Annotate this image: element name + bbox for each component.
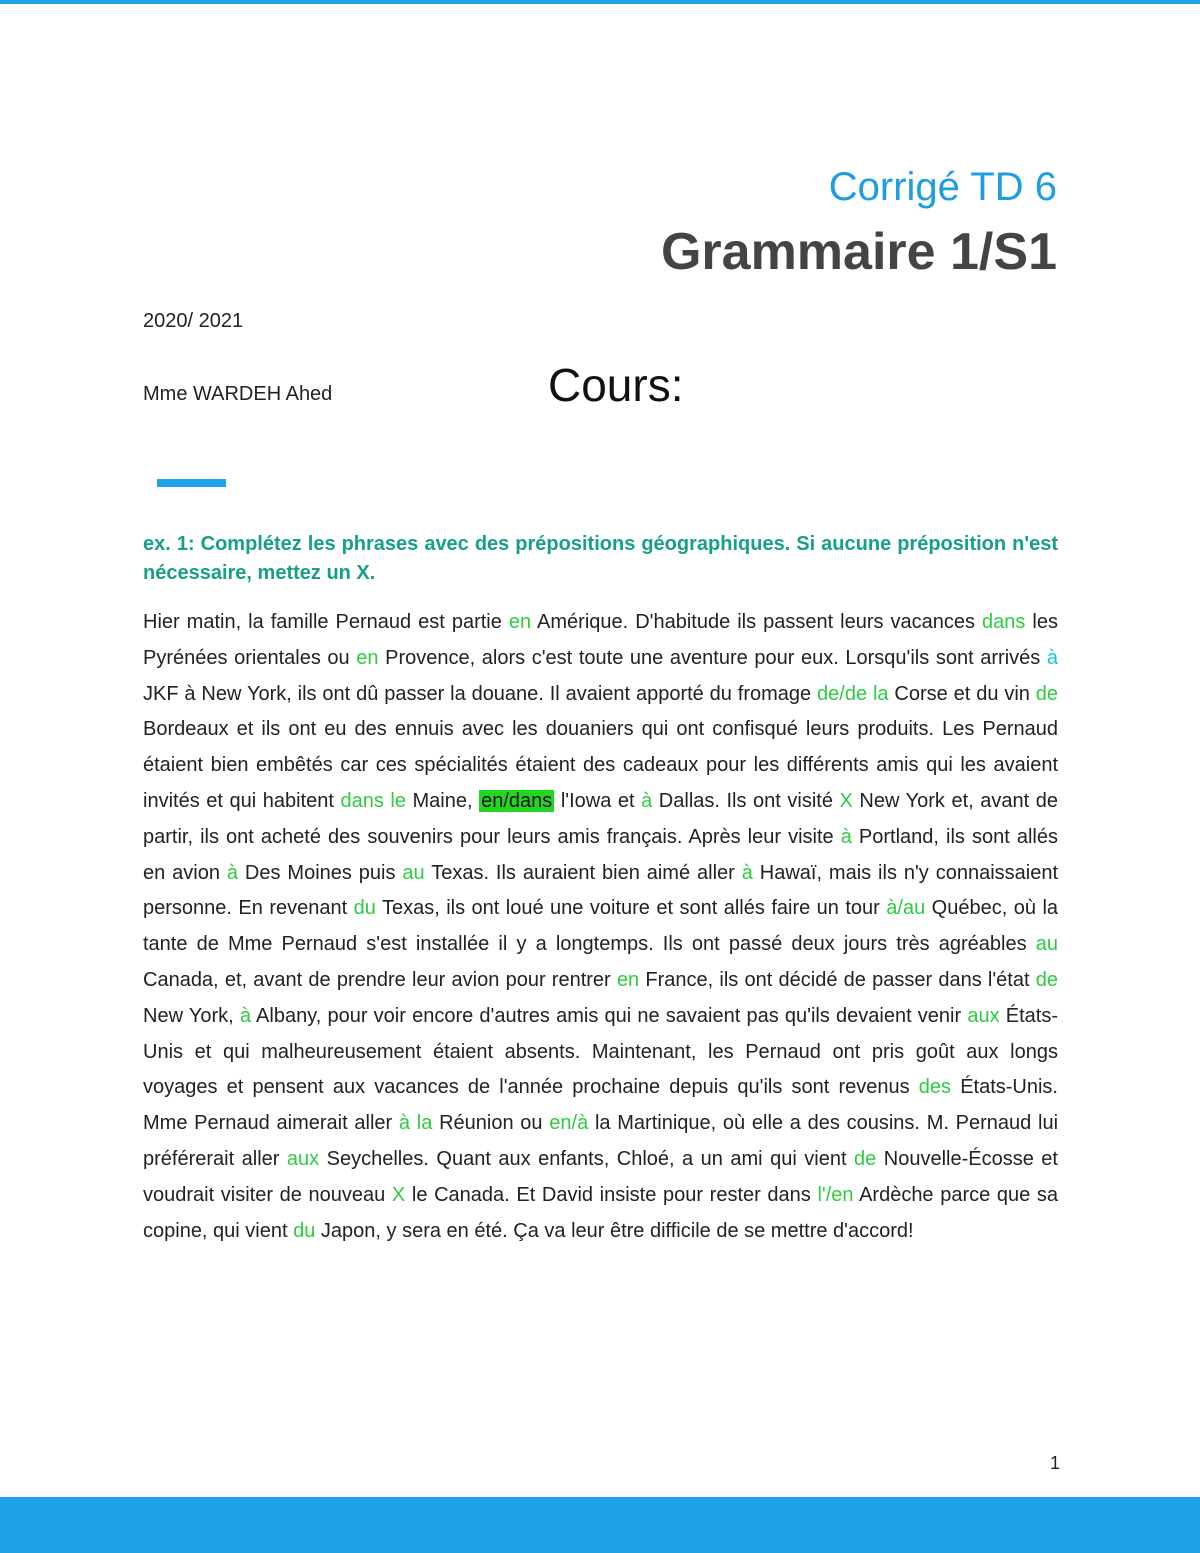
answer: à/au	[886, 897, 926, 920]
text-segment: les Pyrénées orientales ou	[143, 611, 1058, 669]
academic-year: 2020/ 2021	[143, 310, 244, 332]
text-segment: Amérique. D'habitude ils passent leurs vacances	[531, 611, 983, 633]
text-segment: New York et, avant de partir, ils ont acheté des souvenirs pour leurs amis français. Après leur visite	[143, 789, 1058, 848]
answer: à	[741, 861, 753, 884]
text-segment: États-Unis et qui malheureusement étaient absents. Maintenant, les Pernaud ont pris goût aux longs voyages et pensent aux vacances de l'année prochaine depuis qu'ils sont revenus	[143, 1004, 1059, 1099]
answer: de/de la	[817, 682, 889, 705]
text-segment: Canada, et, avant de prendre leur avion pour rentrer	[143, 968, 617, 991]
answer: au	[402, 861, 425, 884]
answer: en/à	[549, 1112, 589, 1135]
accent-bar	[157, 479, 226, 487]
answer: à	[226, 861, 239, 884]
answer: à la	[398, 1112, 433, 1135]
document-title: Grammaire 1/S1	[660, 223, 1057, 281]
answer: en	[508, 611, 532, 633]
text-segment: Réunion ou	[432, 1112, 550, 1135]
text-segment: Japon, y sera en été. Ça va leur être difficile de se mettre d'accord!	[315, 1219, 914, 1242]
text-segment: Maine,	[405, 789, 480, 812]
text-segment: le Canada. Et David insiste pour rester dans	[405, 1183, 818, 1206]
text-segment: Albany, pour voir encore d'autres amis qui ne savaient pas qu'ils devaient venir	[250, 1004, 968, 1027]
answer: dans le	[340, 789, 406, 812]
teacher-name: Mme WARDEH Ahed	[143, 383, 333, 405]
text-segment: Portland, ils sont allés en avion	[143, 825, 1058, 884]
answer: au	[1035, 933, 1058, 956]
answer: à	[641, 789, 653, 812]
answer: du	[353, 897, 376, 920]
text-segment: Seychelles. Quant aux enfants, Chloé, a un ami qui vient	[319, 1147, 855, 1170]
highlighted-answer: en/dans	[481, 789, 553, 812]
answer: à	[840, 825, 852, 848]
document-subtitle: Corrigé TD 6	[828, 165, 1057, 209]
page-number: 1	[1050, 1453, 1061, 1473]
text-segment: Provence, alors c'est toute une aventure pour eux. Lorsqu'ils sont arrivés	[378, 646, 1047, 669]
answer: X	[391, 1183, 406, 1206]
text-segment: Ardèche parce que sa copine, qui vient	[143, 1183, 1058, 1242]
top-rule	[0, 0, 1200, 4]
text-segment: New York,	[143, 1004, 240, 1027]
text-segment: JKF à New York, ils ont dû passer la douane. Il avaient apporté du fromage	[143, 682, 818, 705]
text-segment: Des Moines puis	[238, 861, 403, 884]
answer: aux	[286, 1147, 320, 1170]
text-segment: Hawaï, mais ils n'y connaissaient personne. En revenant	[143, 861, 1059, 920]
footer-bar	[0, 1497, 1200, 1553]
text-segment: Corse et du vin	[888, 682, 1036, 705]
text-segment: Texas. Ils auraient bien aimé aller	[424, 861, 742, 884]
exercise-instruction: ex. 1: Complétez les phrases avec des prépositions géographiques. Si aucune préposition n'est nécessaire, mettez un X.	[143, 533, 1058, 584]
text-segment: Texas, ils ont loué une voiture et sont allés faire un tour	[375, 897, 887, 920]
answer: de	[854, 1147, 877, 1170]
answer: à	[239, 1004, 251, 1027]
text-segment: Bordeaux et ils ont eu des ennuis avec les douaniers qui ont confisqué leurs produits. Les Pernaud étaient bien embêtés car ces spécialités étaient des cadeaux pour les différents amis qui les avaient invités et qui habitent	[143, 718, 1058, 812]
text-segment: Nouvelle-Écosse et voudrait visiter de nouveau	[143, 1147, 1058, 1206]
answer: en	[616, 968, 640, 991]
text-segment: la Martinique, où elle a des cousins. M. Pernaud lui préférerait aller	[143, 1112, 1059, 1170]
exercise-text	[143, 605, 1058, 1249]
text-segment: Québec, où la tante de Mme Pernaud s'est installée il y a longtemps. Ils ont passé deux jours très agréables	[143, 897, 1059, 956]
answer: X	[839, 789, 853, 812]
answer: du	[293, 1219, 316, 1242]
text-segment: France, ils ont décidé de passer dans l'état	[639, 968, 1036, 991]
answer: aux	[967, 1004, 1000, 1027]
text-segment: l'Iowa et	[554, 789, 642, 812]
text-segment: Hier matin, la famille Pernaud est partie	[143, 611, 509, 633]
answer: à	[1046, 646, 1058, 669]
text-segment: États-Unis. Mme Pernaud aimerait aller	[143, 1076, 1058, 1135]
answer: de	[1035, 682, 1059, 705]
answer: des	[918, 1076, 952, 1099]
answer: de	[1035, 968, 1059, 991]
answer: dans	[982, 611, 1026, 633]
text-segment: Dallas. Ils ont visité	[652, 789, 840, 812]
section-label: Cours:	[548, 359, 684, 411]
answer: en	[356, 646, 379, 669]
answer: l'/en	[817, 1183, 854, 1206]
